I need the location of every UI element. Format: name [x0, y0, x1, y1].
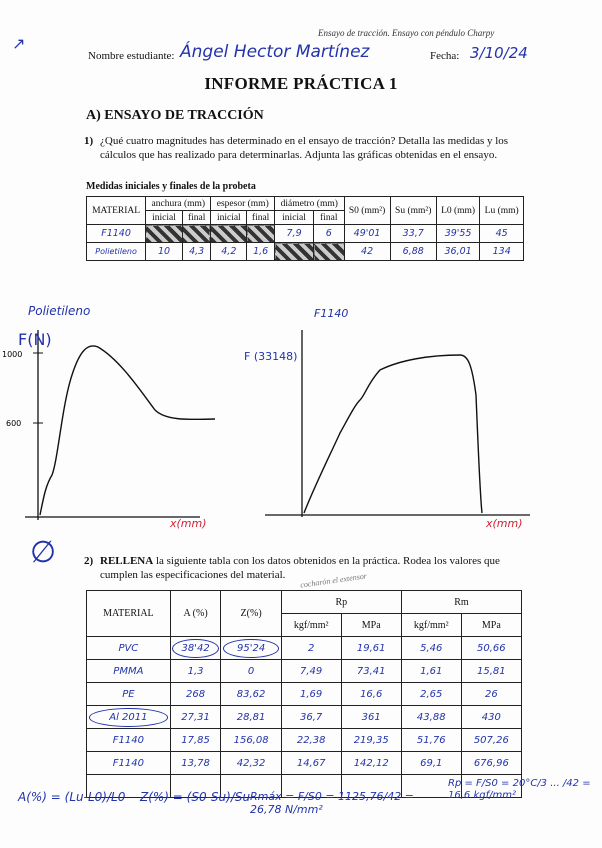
table-cell: 17,85 — [170, 729, 221, 752]
cell-material: F1140 — [87, 225, 146, 243]
unit-kgf: kgf/mm² — [281, 614, 341, 637]
cell-diam-fin: 6 — [314, 225, 344, 243]
date-label: Fecha: — [430, 50, 460, 62]
table-row — [87, 637, 522, 660]
table-row — [87, 752, 522, 775]
table-cell: 430 — [461, 706, 521, 729]
unit-kgf: kgf/mm² — [401, 614, 461, 637]
th-s0: S0 (mm²) — [344, 197, 390, 225]
table-cell: 38'42 — [170, 637, 221, 660]
student-name: Ángel Hector Martínez — [180, 42, 370, 62]
table1-caption: Medidas iniciales y finales de la probeta — [86, 181, 256, 192]
th-z: Z(%) — [221, 591, 281, 637]
table-cell: 27,31 — [170, 706, 221, 729]
table-cell: 14,67 — [281, 752, 341, 775]
redacted-cell — [182, 225, 211, 243]
table-cell: 13,78 — [170, 752, 221, 775]
pen-mark: ↗ — [12, 34, 26, 53]
cell-esp-fin: 1,6 — [247, 243, 275, 261]
th-material: MATERIAL — [87, 197, 146, 225]
section-a-heading: A) ENSAYO DE TRACCIÓN — [86, 108, 264, 123]
table-cell: 50,66 — [461, 637, 521, 660]
th-rm: Rm — [401, 591, 521, 614]
graph-polietileno — [0, 295, 260, 535]
table-cell: 95'24 — [221, 637, 281, 660]
table-cell: 43,88 — [401, 706, 461, 729]
sub-inicial: inicial — [146, 211, 183, 225]
table-cell: 1,3 — [170, 660, 221, 683]
question-2 — [84, 554, 534, 582]
cell-s0: 49'01 — [344, 225, 390, 243]
table-cell: 16,6 — [341, 683, 401, 706]
table-cell: 51,76 — [401, 729, 461, 752]
table-cell: 5,46 — [401, 637, 461, 660]
table-cell: 83,62 — [221, 683, 281, 706]
x-label: x(mm) — [486, 517, 523, 530]
table-cell: Al 2011 — [87, 706, 171, 729]
th-anchura: anchura (mm) — [146, 197, 211, 211]
stress-strain-curve — [304, 355, 482, 513]
y-label: F (33148) — [244, 350, 298, 363]
cell-lu: 45 — [480, 225, 524, 243]
tick-label-600: 600 — [6, 419, 22, 428]
table-cell: 42,32 — [221, 752, 281, 775]
th-l0: L0 (mm) — [436, 197, 480, 225]
th-rp: Rp — [281, 591, 401, 614]
question-1 — [84, 134, 524, 162]
stress-strain-curve — [40, 346, 215, 515]
table-cell: 361 — [341, 706, 401, 729]
table-cell: PMMA — [87, 660, 171, 683]
table-cell: F1140 — [87, 729, 171, 752]
graph-title: F1140 — [314, 307, 349, 320]
graph-title: Polietileno — [28, 304, 91, 318]
cell-esp-ini: 4,2 — [211, 243, 247, 261]
cell-diam-ini: 7,9 — [275, 225, 314, 243]
sub-final: final — [182, 211, 211, 225]
formula-a: A(%) = (Lu-L0)/L0 — [18, 790, 126, 804]
cell-su: 33,7 — [390, 225, 436, 243]
table-cell: 15,81 — [461, 660, 521, 683]
table-cell: 156,08 — [221, 729, 281, 752]
cell-lu: 134 — [480, 243, 524, 261]
table-cell: 1,61 — [401, 660, 461, 683]
table-cell: 142,12 — [341, 752, 401, 775]
table-cell: 507,26 — [461, 729, 521, 752]
graph-f1140 — [240, 305, 550, 537]
sub-final: final — [314, 211, 344, 225]
cell-l0: 36,01 — [436, 243, 480, 261]
formula-rmax: Rmáx = F/S0 = 1125,76/42 = 26,78 N/mm² — [250, 790, 414, 816]
question-2-text: la siguiente tabla con los datos obtenidos en la práctica. Rodea los valores que cumplen las especificaciones del material. — [100, 555, 500, 581]
table-cell: F1140 — [87, 752, 171, 775]
redacted-cell — [275, 243, 314, 261]
question-2-bold: RELLENA — [100, 555, 154, 567]
measurements-table — [86, 196, 524, 261]
table-cell: 22,38 — [281, 729, 341, 752]
table-cell: 2 — [281, 637, 341, 660]
question-1-text: ¿Qué cuatro magnitudes has determinado en el ensayo de tracción? Detalla las medidas y los cálculos que has realizado para determinarlas. Adjunta las gráficas obtenidas en el ensayo. — [100, 135, 509, 161]
question-2-number: 2) — [84, 555, 94, 567]
redacted-cell — [146, 225, 183, 243]
redacted-cell — [314, 243, 344, 261]
table-cell: 219,35 — [341, 729, 401, 752]
table-cell: PE — [87, 683, 171, 706]
subject-note: Ensayo de tracción. Ensayo con péndulo Charpy — [318, 28, 495, 38]
table-cell: 36,7 — [281, 706, 341, 729]
x-label: x(mm) — [170, 517, 207, 530]
date-value: 3/10/24 — [470, 44, 528, 62]
th-espesor: espesor (mm) — [211, 197, 275, 211]
cell-material: Polietileno — [87, 243, 146, 261]
table-cell: 26 — [461, 683, 521, 706]
cell-su: 6,88 — [390, 243, 436, 261]
th-material: MATERIAL — [87, 591, 171, 637]
table-cell: 28,81 — [221, 706, 281, 729]
y-label: F(N) — [18, 330, 52, 349]
cell-l0: 39'55 — [436, 225, 480, 243]
results-table — [86, 590, 522, 798]
table-cell: 73,41 — [341, 660, 401, 683]
table-cell: 7,49 — [281, 660, 341, 683]
tick-label-1000: 1000 — [2, 350, 23, 359]
page-title: INFORME PRÁCTICA 1 — [204, 74, 398, 93]
cell-anch-ini: 10 — [146, 243, 183, 261]
unit-mpa: MPa — [461, 614, 521, 637]
table-row — [87, 660, 522, 683]
table-row — [87, 706, 522, 729]
table-cell: 2,65 — [401, 683, 461, 706]
table-row — [87, 683, 522, 706]
cell-anch-fin: 4,3 — [182, 243, 211, 261]
sub-inicial: inicial — [275, 211, 314, 225]
pen-mark: ∅ — [30, 535, 57, 570]
th-a: A (%) — [170, 591, 221, 637]
redacted-cell — [247, 225, 275, 243]
question-1-number: 1) — [84, 135, 94, 147]
table-row — [87, 729, 522, 752]
table-cell: 0 — [221, 660, 281, 683]
table-cell: 1,69 — [281, 683, 341, 706]
table-row — [87, 225, 524, 243]
th-su: Su (mm²) — [390, 197, 436, 225]
redacted-cell — [211, 225, 247, 243]
sub-inicial: inicial — [211, 211, 247, 225]
table-cell: 69,1 — [401, 752, 461, 775]
student-label: Nombre estudiante: — [88, 50, 175, 62]
table-cell: 676,96 — [461, 752, 521, 775]
th-lu: Lu (mm) — [480, 197, 524, 225]
unit-mpa: MPa — [341, 614, 401, 637]
table-cell: PVC — [87, 637, 171, 660]
cell-s0: 42 — [344, 243, 390, 261]
sub-final: final — [247, 211, 275, 225]
annotation: cocharón el extensor — [299, 571, 368, 590]
th-diametro: diámetro (mm) — [275, 197, 344, 211]
table-cell: 268 — [170, 683, 221, 706]
formula-z: Z(%) = (S0-Su)/Su — [140, 790, 251, 804]
table-cell: 19,61 — [341, 637, 401, 660]
formula-rp: Rp = F/S0 = 20°C/3 ... /42 = 16,6 kgf/mm² — [448, 778, 591, 801]
table-row — [87, 243, 524, 261]
